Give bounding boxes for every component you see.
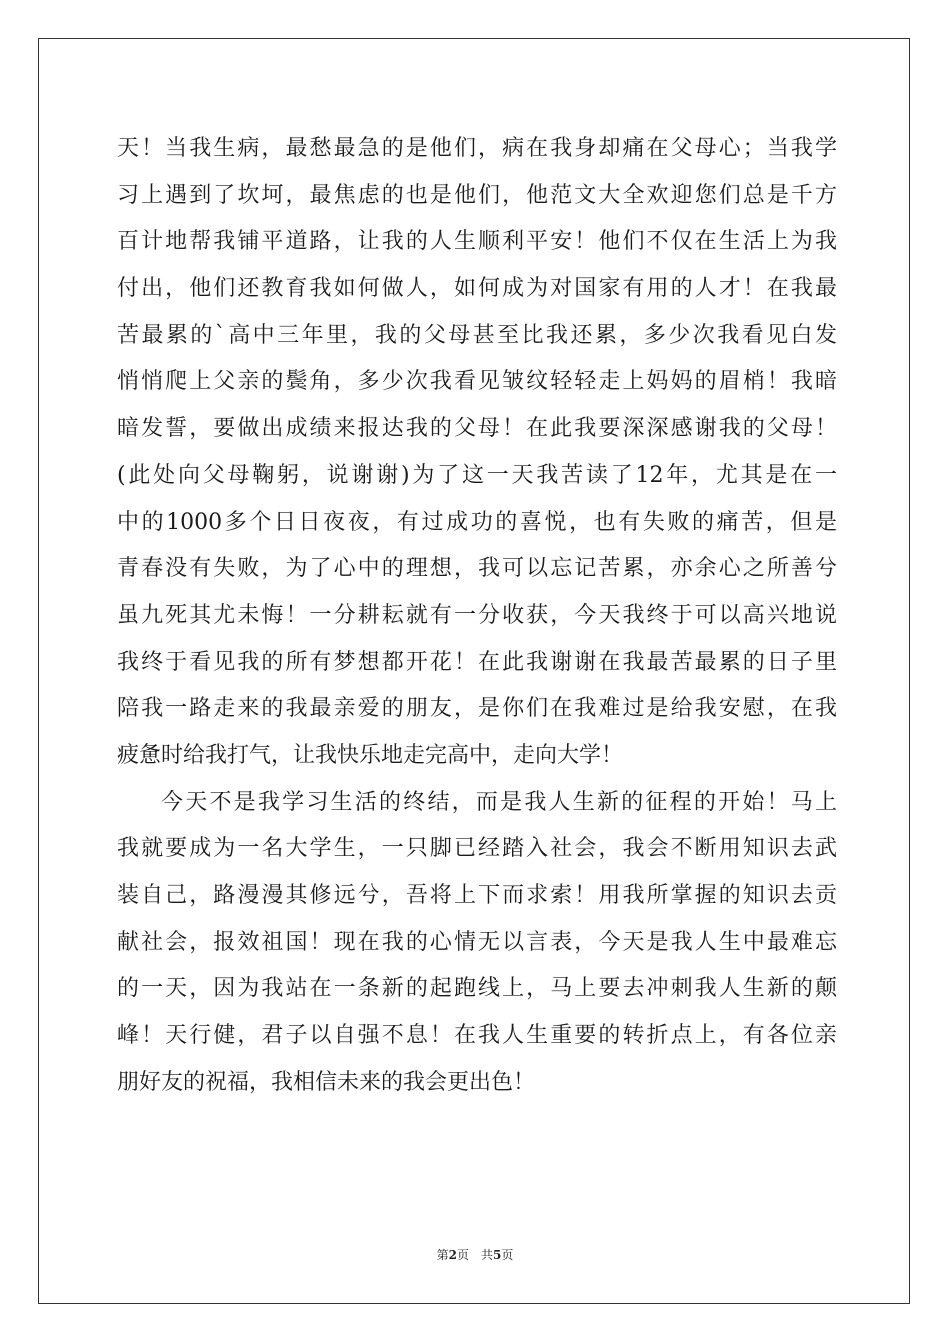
text-line: (此处向父母鞠躬，说谢谢)为了这一天我苦读了12年，尤其是在一 bbox=[117, 462, 837, 488]
total-suffix: 页 bbox=[501, 1248, 514, 1262]
text-line: 暗发誓，要做出成绩来报达我的父母！在此我要深深感谢我的父母！ bbox=[117, 416, 837, 442]
page-footer bbox=[0, 1247, 950, 1263]
text-line: 我就要成为一名大学生，一只脚已经踏入社会，我会不断用知识去武 bbox=[117, 836, 837, 862]
text-line: 百计地帮我铺平道路，让我的人生顺利平安！他们不仅在生活上为我 bbox=[117, 229, 837, 255]
total-pages: 5 bbox=[493, 1248, 502, 1262]
text-line: 中的1000多个日日夜夜，有过成功的喜悦，也有失败的痛苦，但是 bbox=[117, 509, 837, 535]
text-line: 朋好友的祝福，我相信未来的我会更出色！ bbox=[117, 1069, 536, 1095]
text-line: 的一天，因为我站在一条新的起跑线上，马上要去冲刺我人生新的颠 bbox=[117, 976, 837, 1002]
text-line: 我终于看见我的所有梦想都开花！在此我谢谢在我最苦最累的日子里 bbox=[117, 649, 837, 675]
text-line: 献社会，报效祖国！现在我的心情无以言表，今天是我人生中最难忘 bbox=[117, 929, 837, 955]
text-line: 天！当我生病，最愁最急的是他们，病在我身却痛在父母心；当我学 bbox=[117, 136, 837, 161]
text-line: 悄悄爬上父亲的鬓角，多少次我看见皱纹轻轻走上妈妈的眉梢！我暗 bbox=[117, 369, 837, 395]
paragraph-start-line: 今天不是我学习生活的终结，而是我人生新的征程的开始！马上 bbox=[161, 789, 837, 815]
text-line: 青春没有失败，为了心中的理想，我可以忘记苦累，亦余心之所善兮 bbox=[117, 556, 837, 582]
text-line: 苦最累的`高中三年里，我的父母甚至比我还累，多少次我看见白发 bbox=[117, 322, 837, 348]
text-line: 虽九死其尤未悔！一分耕耘就有一分收获，今天我终于可以高兴地说 bbox=[117, 602, 837, 628]
text-line: 装自己，路漫漫其修远兮，吾将上下而求索！用我所掌握的知识去贡 bbox=[117, 883, 837, 908]
total-prefix: 共 bbox=[481, 1248, 494, 1262]
page-prefix: 第 bbox=[436, 1248, 449, 1262]
text-line: 疲惫时给我打气，让我快乐地走完高中，走向大学！ bbox=[117, 742, 624, 768]
text-line: 陪我一路走来的我最亲爱的朋友，是你们在我难过是给我安慰，在我 bbox=[117, 696, 837, 722]
document-body bbox=[117, 126, 837, 1106]
page-suffix: 页 bbox=[456, 1248, 469, 1262]
text-line: 习上遇到了坎坷，最焦虑的也是他们，他范文大全欢迎您们总是千方 bbox=[117, 182, 837, 208]
page-number: 2 bbox=[448, 1248, 457, 1262]
text-line: 付出，他们还教育我如何做人，如何成为对国家有用的人才！在我最 bbox=[117, 276, 837, 302]
text-line: 峰！天行健，君子以自强不息！在我人生重要的转折点上，有各位亲 bbox=[117, 1023, 837, 1049]
